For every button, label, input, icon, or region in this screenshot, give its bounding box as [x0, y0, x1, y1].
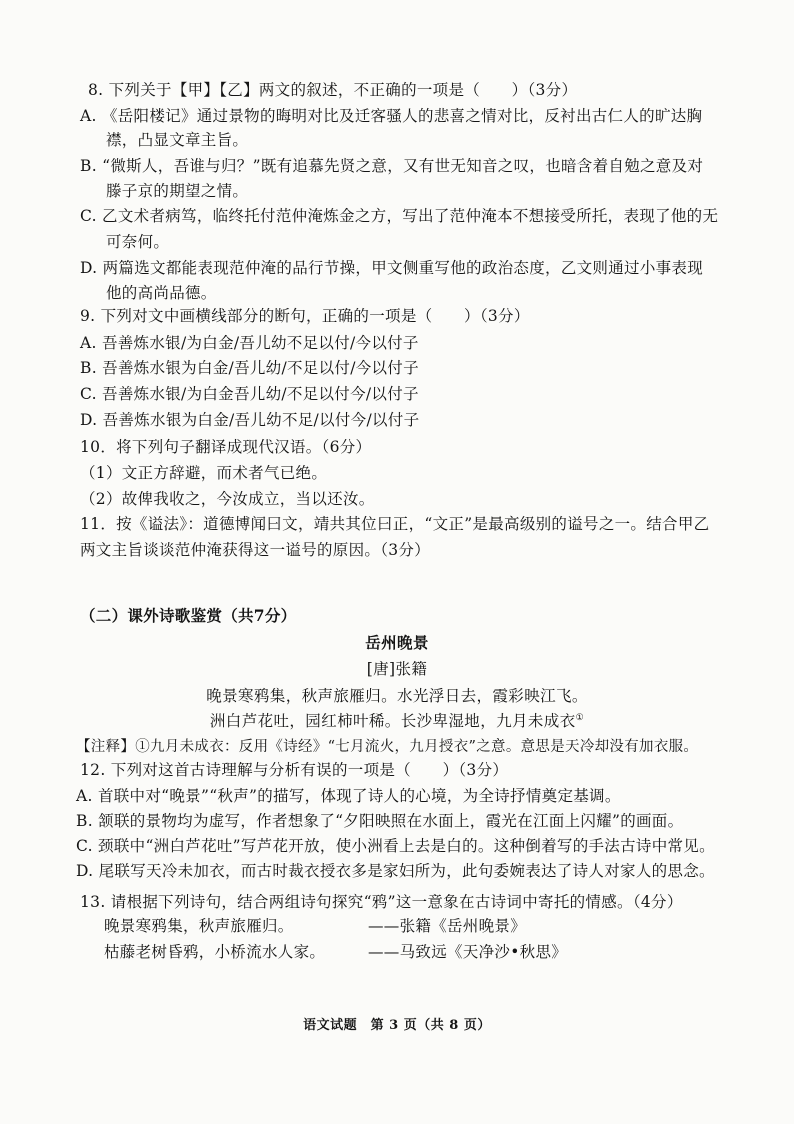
q8-option-b-line1: B. “微斯人，吾谁与归？”既有追慕先贤之意，又有世无知音之叹，也暗含着自勉之意及对	[80, 157, 704, 175]
q13-verse-2: 枯藤老树昏鸦，小桥流水人家。	[104, 943, 326, 961]
q10-sentence-2: （2）故俾我收之，今汝成立，当以还汝。	[80, 490, 375, 508]
poem-title: 岳州晚景	[365, 633, 429, 652]
q12-option-a: A. 首联中对“晚景”“秋声”的描写，体现了诗人的心境，为全诗抒情奠定基调。	[76, 787, 621, 805]
q11-line1: 11．按《谥法》：道德博闻曰文，靖共其位曰正，“文正”是最高级别的谥号之一。结合甲乙	[80, 515, 710, 533]
poem-line-2: 洲白芦花吐，园红柿叶稀。长沙卑湿地，九月未成衣	[209, 712, 576, 730]
q8-option-b-line2: 滕子京的期望之情。	[106, 182, 249, 200]
q9-stem: 9. 下列对文中画横线部分的断句，正确的一项是（ ）（3分）	[80, 307, 530, 325]
q13-stem: 13. 请根据下列诗句，结合两组诗句探究“鸦”这一意象在古诗词中寄托的情感。（4分）	[80, 893, 683, 911]
q12-option-c: C. 颈联中“洲白芦花吐”写芦花开放，使小洲看上去是白的。这种倒着写的手法古诗中常见。	[76, 837, 715, 855]
poem-author: [唐]张籍	[366, 660, 428, 678]
q12-option-b: B. 颔联的景物均为虚写，作者想象了“夕阳映照在水面上，霞光在江面上闪耀”的画面。	[76, 812, 684, 830]
section-heading: （二）课外诗歌鉴赏（共7分）	[80, 606, 297, 625]
q13-verse-1: 晚景寒鸦集，秋声旅雁归。	[104, 917, 294, 935]
poem-note: 【注释】①九月未成衣：反用《诗经》“七月流火，九月授衣”之意。意思是天冷却没有加衣服。	[76, 739, 699, 755]
q9-option-d: D. 吾善炼水银为白金/吾儿幼不足/以付今/以付子	[80, 411, 420, 429]
q8-option-d-line2: 他的高尚品德。	[106, 284, 217, 302]
q8-option-d-line1: D. 两篇选文都能表现范仲淹的品行节操，甲文侧重写他的政治态度，乙文则通过小事表现	[80, 259, 704, 277]
q11-line2: 两文主旨谈谈范仲淹获得这一谥号的原因。（3分）	[80, 541, 431, 559]
q9-option-a: A. 吾善炼水银/为白金/吾儿幼不足以付/今以付子	[80, 334, 419, 352]
footnote-marker: ①	[575, 712, 585, 723]
q13-source-2: ——马致远《天净沙•秋思》	[368, 943, 568, 961]
q9-option-b: B. 吾善炼水银为白金/吾儿幼/不足以付/今以付子	[80, 359, 419, 377]
q9-option-c: C. 吾善炼水银/为白金吾儿幼/不足以付今/以付子	[80, 385, 419, 403]
q8-option-a-line1: A. 《岳阳楼记》通过景物的晦明对比及迁客骚人的悲喜之情对比，反衬出古仁人的旷达胸	[80, 107, 703, 125]
q8-option-a-line2: 襟，凸显文章主旨。	[106, 131, 249, 149]
q8-option-c-line1: C. 乙文术者病笃，临终托付范仲淹炼金之方，写出了范仲淹本不想接受所托，表现了他的无	[80, 207, 719, 225]
q12-stem: 12. 下列对这首古诗理解与分析有误的一项是（ ）（3分）	[80, 761, 509, 779]
q10-stem: 10．将下列句子翻译成现代汉语。（6分）	[80, 438, 372, 456]
poem-line-2-wrap	[0, 711, 794, 731]
q8-stem: 8. 下列关于【甲】【乙】两文的叙述，不正确的一项是（ ）（3分）	[88, 81, 578, 99]
poem-line-1: 晚景寒鸦集，秋声旅雁归。水光浮日去，霞彩映江飞。	[206, 687, 588, 705]
q10-sentence-1: （1）文正方辞避，而术者气已绝。	[80, 464, 328, 482]
q12-option-d: D. 尾联写天冷未加衣，而古时裁衣授衣多是家妇所为，此句委婉表达了诗人对家人的思念。	[76, 862, 715, 880]
q13-source-1: ——张籍《岳州晚景》	[368, 917, 527, 935]
q8-option-c-line2: 可奈何。	[106, 233, 170, 251]
page-footer: 语文试题 第 3 页（共 8 页）	[303, 1018, 491, 1033]
